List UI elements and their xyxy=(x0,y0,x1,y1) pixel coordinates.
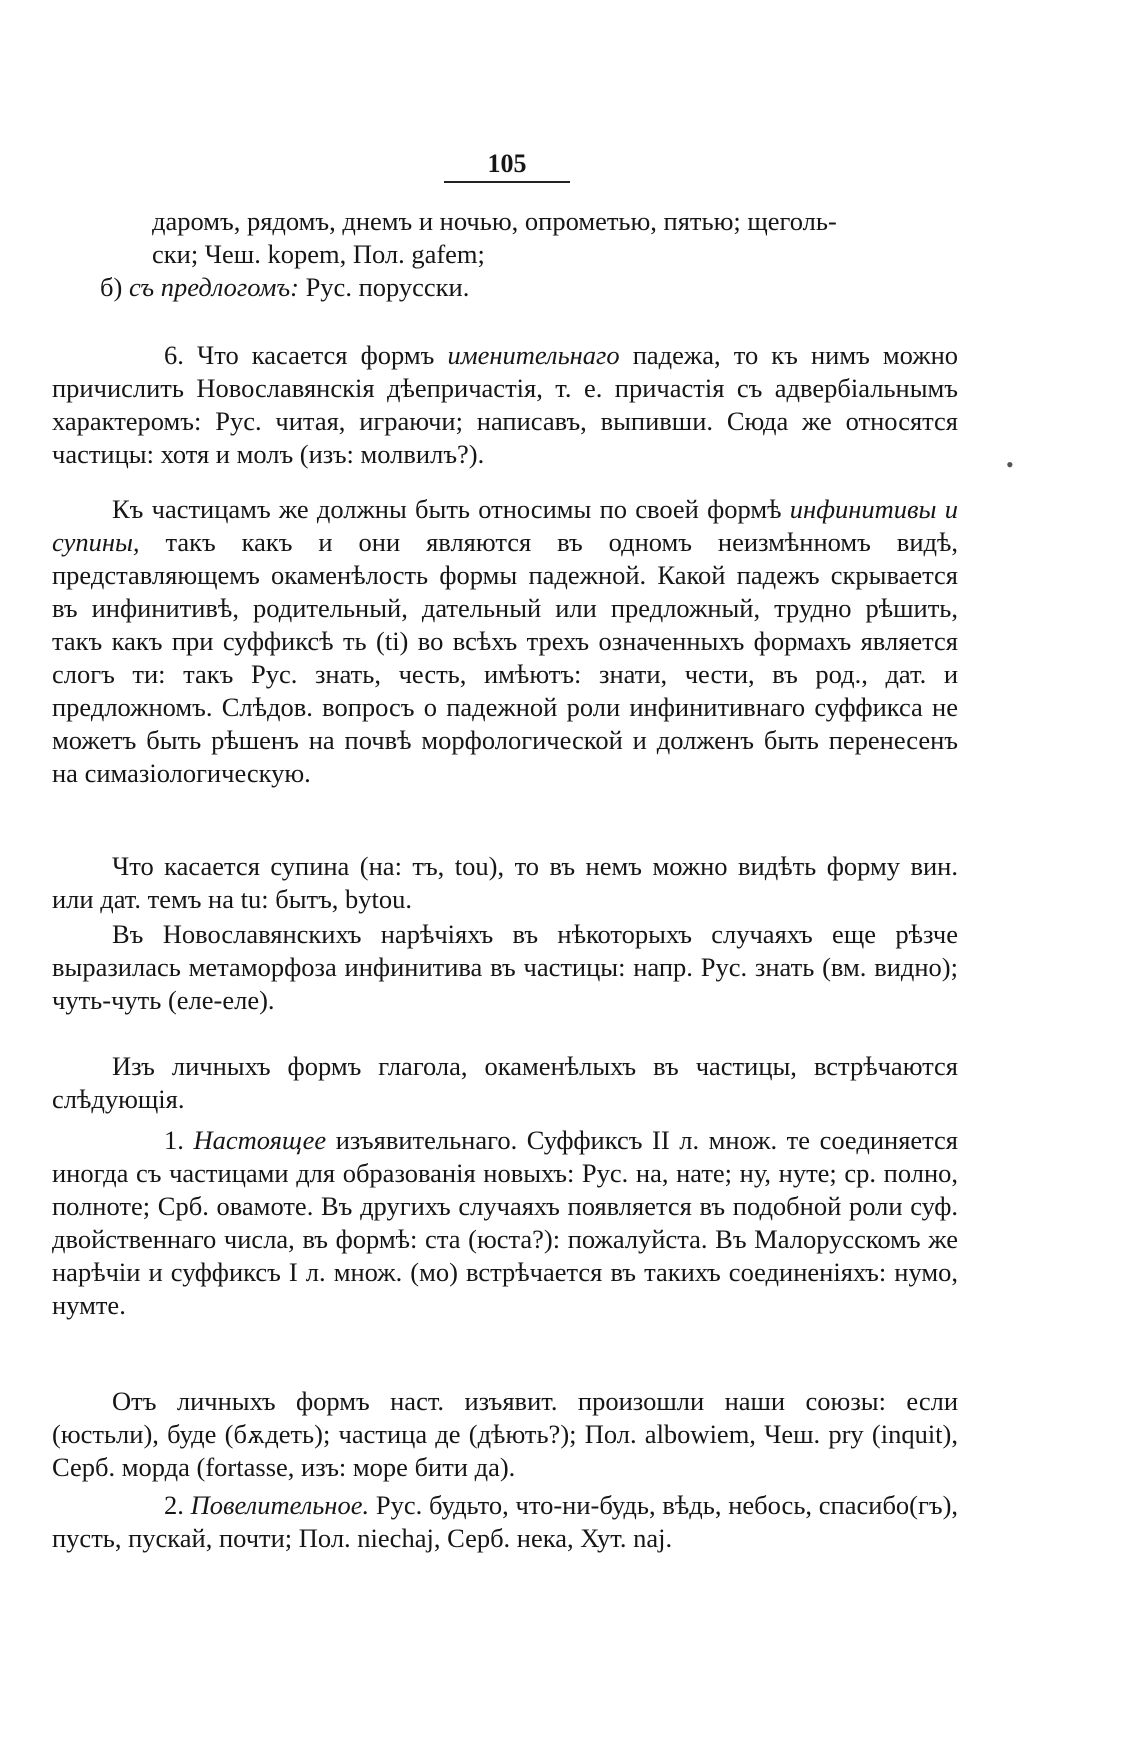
continuation-block xyxy=(52,205,958,304)
paragraph-2-text: Рус. будьто, что-ни-будь, вѣдь, небось, спасибо(гъ), пусть, пускай, почти; Пол. niechaj, Серб. нека, Хут. naj. xyxy=(52,1490,959,1553)
subitem-b-label: б) xyxy=(100,272,123,302)
paragraph-infinitive xyxy=(52,493,958,790)
paragraph-supine xyxy=(52,850,958,916)
paragraph-6-number: 6. xyxy=(164,340,184,370)
paragraph-infinitive-text-b: такъ какъ и они являются въ одномъ неизмѣнномъ видѣ, представляющемъ окаменѣлость формы падежной. Какой падежъ скрывается въ инфинитивѣ, родительный, дательный или предложный, трудно рѣшить, такъ какъ при суффиксѣ ть (ti) во всѣхъ трехъ означенныхъ формахъ является слогъ ти: такъ Рус. знать, честь, имѣютъ: знати, чести, въ род., дат. и предложномъ. Слѣдов. вопросъ о падежной роли инфинитивнаго суффикса не можетъ быть рѣшенъ на почвѣ морфологической и долженъ быть перенесенъ на симазіологическую. xyxy=(52,527,958,788)
paragraph-dialects xyxy=(52,918,958,1017)
paragraph-6-italic: именительнаго xyxy=(447,340,620,370)
continuation-line-2: ски; Чеш. kopem, Пол. gafem; xyxy=(152,239,485,269)
paragraph-personal-forms-text: Изъ личныхъ формъ глагола, окаменѣлыхъ въ частицы, встрѣчаются слѣдующія. xyxy=(52,1051,958,1114)
paragraph-infinitive-text-a: Къ частицамъ же должны быть относимы по своей формѣ xyxy=(112,494,782,524)
paragraph-dialects-text: Въ Новославянскихъ нарѣчіяхъ въ нѣкоторыхъ случаяхъ еще рѣзче выразилась метаморфоза инфинитива въ частицы: напр. Рус. знать (вм. видно); чуть-чуть (еле-еле). xyxy=(52,919,958,1015)
page-number-rule xyxy=(444,181,570,183)
subitem-b-italic: съ предлогомъ: xyxy=(128,272,299,302)
page-number: 105 xyxy=(487,149,527,178)
subitem-b-text: Рус. порусски. xyxy=(305,272,470,302)
paragraph-2 xyxy=(52,1489,958,1555)
paragraph-supine-text: Что касается супина (на: тъ, tou), то въ немъ можно видѣть форму вин. или дат. темъ на tu: бытъ, bytou. xyxy=(52,851,958,914)
paragraph-infinitive-italic: инфинитивы и супины, xyxy=(52,494,958,557)
paragraph-2-number: 2. xyxy=(164,1490,184,1520)
subitem-b xyxy=(52,271,958,304)
margin-dot: • xyxy=(1006,452,1014,477)
paragraph-1-italic: Настоящее xyxy=(193,1125,327,1155)
paragraph-2-italic: Повелительное. xyxy=(190,1490,370,1520)
paragraph-1-text: изъявительнаго. Суффиксъ II л. множ. те соединяется иногда съ частицами для образованія новыхъ: Рус. на, нате; ну, нуте; ср. полно, полноте; Срб. овамоте. Въ другихъ случаяхъ появляется въ подобной роли суф. двойственнаго числа, въ формѣ: ста (юста?): пожалуйста. Въ Малорусскомъ же нарѣчіи и суффиксъ I л. множ. (мо) встрѣчается въ такихъ соединеніяхъ: нумо, нумте. xyxy=(52,1125,959,1320)
paragraph-personal-forms xyxy=(52,1050,958,1116)
paragraph-6-text-a: Что касается формъ xyxy=(196,340,435,370)
paragraph-6-text-b: падежа, то къ нимъ можно причислить Новославянскія дѣепричастія, т. е. причастія съ адвербіальнымъ характеромъ: Рус. читая, играючи; написавъ, выпивши. Сюда же относятся частицы: хотя и молъ (изъ: молвилъ?). xyxy=(52,340,959,469)
paragraph-conjunctions-text: Отъ личныхъ формъ наст. изъявит. произошли наши союзы: если (юстьли), буде (бѫдеть); частица де (дѣють?); Пол. albowiem, Чеш. pry (inquit), Серб. морда (fortasse, изъ: море бити да). xyxy=(52,1386,958,1482)
continuation-line-1: даромъ, рядомъ, днемъ и ночью, опрометью, пятью; щеголь- xyxy=(152,206,837,236)
paragraph-1 xyxy=(52,1124,958,1322)
paragraph-1-number: 1. xyxy=(164,1125,184,1155)
paragraph-conjunctions xyxy=(52,1385,958,1484)
paragraph-6 xyxy=(52,339,958,471)
